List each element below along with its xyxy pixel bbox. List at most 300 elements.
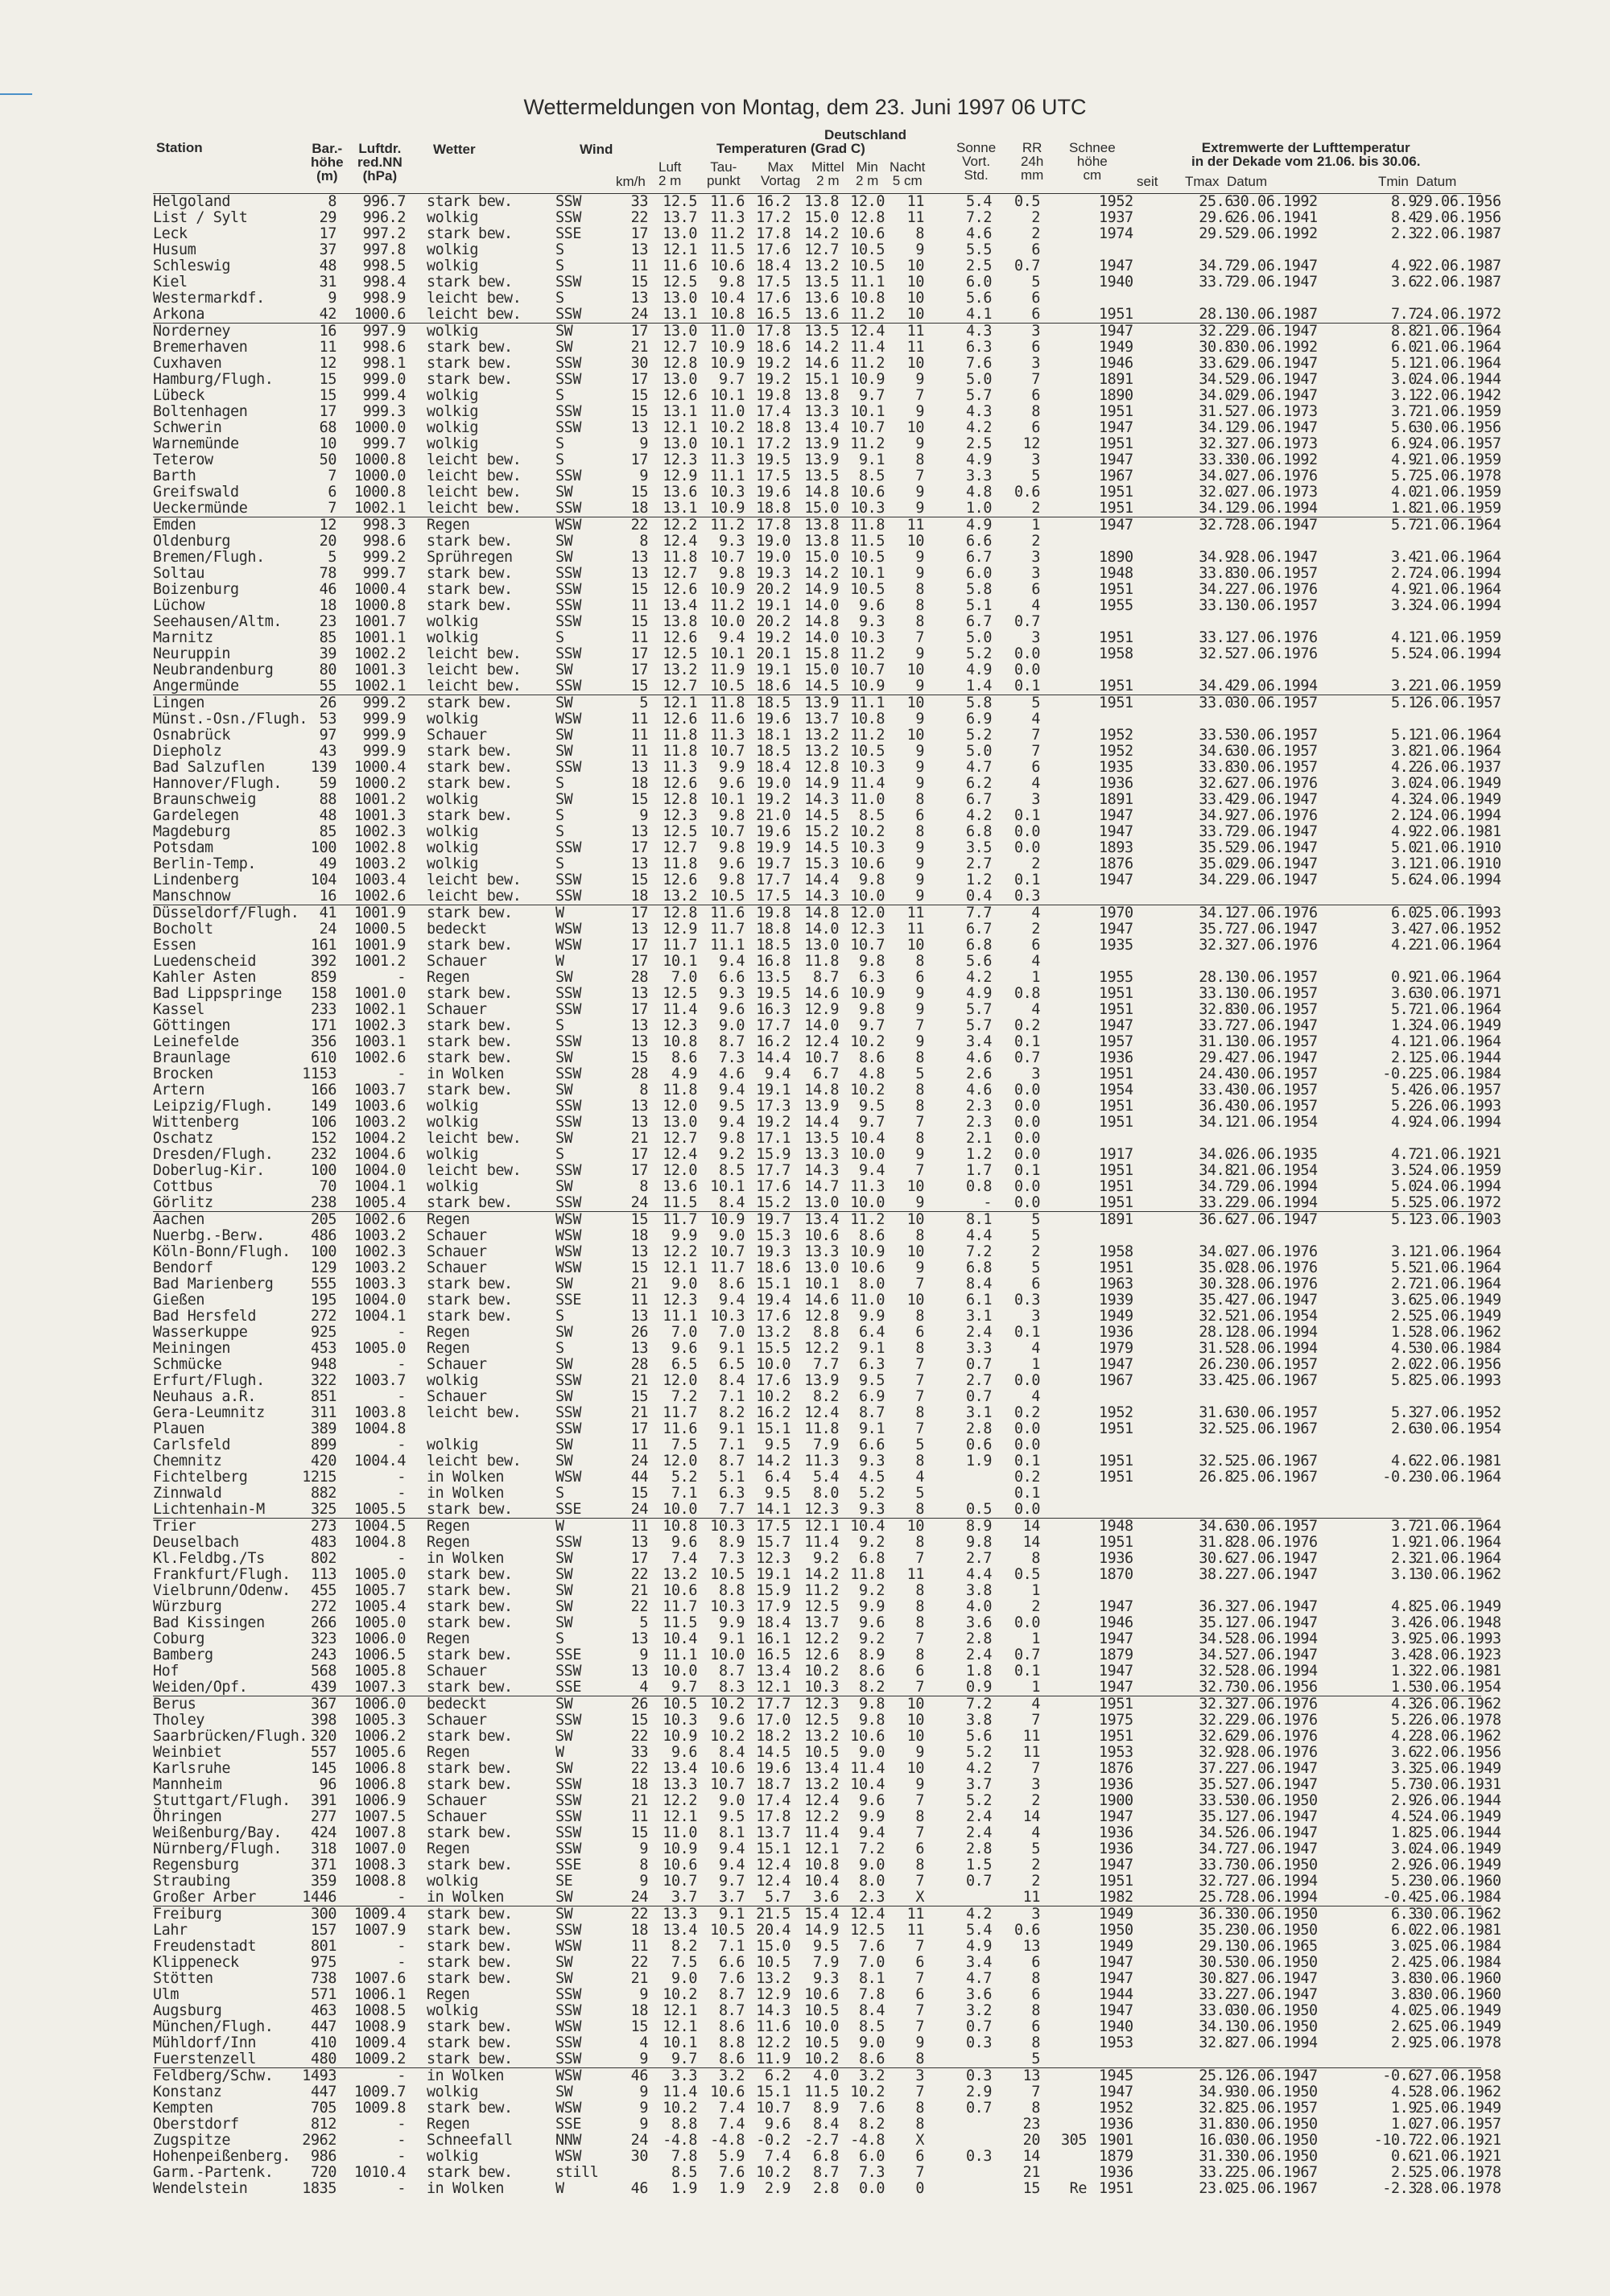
cell-tmax: 31.6 xyxy=(1199,1404,1233,1421)
cell-tmin: 7.7 xyxy=(1390,306,1417,323)
cell-tmin: -0.2 xyxy=(1382,1066,1417,1082)
cell-wind-speed: 24 xyxy=(630,1889,648,1906)
cell-max: 20.2 xyxy=(756,613,791,630)
cell-rr: 0.0 xyxy=(1013,1114,1040,1131)
cell-nacht: 10 xyxy=(906,419,924,436)
cell-nacht: 9 xyxy=(915,1033,924,1050)
page-title: Wettermeldungen von Montag, dem 23. Juni 1997 06 UTC xyxy=(523,95,1087,119)
cell-luft: 11.5 xyxy=(663,1194,697,1211)
cell-luft: 11.8 xyxy=(663,1082,697,1099)
cell-bar-hoehe: 55 xyxy=(319,678,336,695)
cell-tmin: 2.6 xyxy=(1390,2018,1417,2035)
cell-luftdruck: 999.2 xyxy=(362,695,406,711)
cell-tmin-datum: 29.06.1956 xyxy=(1415,193,1501,210)
cell-luft: 12.6 xyxy=(663,775,697,792)
table-row xyxy=(153,1824,1501,1841)
cell-tmax: 34.5 xyxy=(1199,371,1233,388)
cell-luftdruck: 1004.1 xyxy=(353,1178,406,1195)
cell-luftdruck: 1007.0 xyxy=(353,1841,406,1857)
table-row xyxy=(153,1017,1501,1034)
cell-tmin-datum: 24.06.1994 xyxy=(1415,597,1501,614)
cell-tmax: 25.7 xyxy=(1199,1889,1233,1906)
cell-wind-speed: 11 xyxy=(630,743,648,760)
cell-taupunkt: 1.9 xyxy=(718,2180,745,2197)
cell-wetter: leicht bew. xyxy=(427,306,522,323)
cell-max: 17.5 xyxy=(756,468,791,484)
cell-luftdruck: 998.1 xyxy=(362,355,406,372)
cell-tmin: 2.9 xyxy=(1390,2034,1417,2051)
cell-taupunkt: 9.6 xyxy=(718,1712,745,1729)
cell-min: 10.3 xyxy=(850,839,885,856)
cell-seit: 1893 xyxy=(1099,839,1133,856)
cell-wetter: Schauer xyxy=(427,1243,487,1260)
cell-luft: 13.0 xyxy=(663,323,697,340)
cell-rr: 8 xyxy=(1031,2100,1040,2117)
cell-wind-dir: SSW xyxy=(555,1066,582,1082)
cell-wind-speed: 24 xyxy=(630,306,648,323)
cell-min: 10.5 xyxy=(850,549,885,566)
cell-rr: 0.2 xyxy=(1013,1469,1040,1486)
cell-sonne: 4.9 xyxy=(965,985,992,1002)
cell-bar-hoehe: 88 xyxy=(319,791,336,808)
cell-wind-dir: S xyxy=(555,775,564,792)
cell-seit: 1951 xyxy=(1099,306,1133,323)
cell-luftdruck: 998.6 xyxy=(362,533,406,550)
cell-tmax-datum: 30.06.1957 xyxy=(1232,695,1318,711)
cell-seit: 1890 xyxy=(1099,549,1133,566)
cell-luftdruck: 999.7 xyxy=(362,565,406,582)
cell-wind-dir: SW xyxy=(555,1598,573,1615)
cell-taupunkt: 10.1 xyxy=(710,387,745,404)
cell-max: 19.8 xyxy=(756,905,791,921)
cell-wetter: leicht bew. xyxy=(427,468,522,484)
cell-seit: 1951 xyxy=(1099,1066,1133,1082)
cell-nacht: 9 xyxy=(915,2034,924,2051)
cell-seit: 1936 xyxy=(1099,1324,1133,1341)
cell-tmax-datum: 28.06.1976 xyxy=(1232,1744,1318,1761)
cell-max: 19.2 xyxy=(756,355,791,372)
cell-wind-speed: 13 xyxy=(630,241,648,258)
cell-taupunkt: 9.1 xyxy=(718,1340,745,1357)
cell-mittel: 13.2 xyxy=(804,727,839,744)
cell-taupunkt: 10.5 xyxy=(710,1566,745,1583)
cell-tmax: 33.0 xyxy=(1199,2002,1233,2019)
cell-sonne: 1.8 xyxy=(965,1663,992,1680)
cell-rr: 0.0 xyxy=(1013,1372,1040,1389)
cell-taupunkt: 11.3 xyxy=(710,209,745,226)
cell-wetter: leicht bew. xyxy=(427,451,522,468)
cell-seit: 1936 xyxy=(1099,2116,1133,2133)
cell-rr: 0.3 xyxy=(1013,1292,1040,1309)
table-row xyxy=(153,1583,1481,1599)
cell-wind-dir: WSW xyxy=(555,937,582,954)
cell-seit: 1953 xyxy=(1099,2034,1133,2051)
cell-wind-speed: 21 xyxy=(630,1970,648,1987)
cell-bar-hoehe: 463 xyxy=(310,2002,336,2019)
cell-nacht: 9 xyxy=(915,1146,924,1163)
cell-seit: 1970 xyxy=(1099,905,1133,921)
cell-sonne: 5.2 xyxy=(965,1792,992,1809)
cell-sonne: 2.7 xyxy=(965,855,992,872)
cell-rr: 4 xyxy=(1031,1824,1040,1841)
cell-rr: 2 xyxy=(1031,209,1040,226)
cell-tmin-datum: 26.06.1948 xyxy=(1415,1614,1501,1631)
cell-luft: 5.2 xyxy=(671,1469,697,1486)
cell-luft: 13.2 xyxy=(663,1566,697,1583)
cell-luft: 12.5 xyxy=(663,823,697,840)
cell-taupunkt: 11.8 xyxy=(710,695,745,711)
cell-luft: 13.0 xyxy=(663,290,697,307)
cell-tmax: 32.9 xyxy=(1199,1744,1233,1761)
cell-tmax-datum: 26.06.1935 xyxy=(1232,1146,1318,1163)
cell-tmin: 3.6 xyxy=(1390,1292,1417,1309)
cell-wetter: wolkig xyxy=(427,823,479,840)
cell-tmax: 33.1 xyxy=(1199,985,1233,1002)
cell-luftdruck: 1004.8 xyxy=(353,1534,406,1551)
cell-sonne: 2.3 xyxy=(965,1098,992,1115)
cell-tmax-datum: 30.06.1987 xyxy=(1232,306,1318,323)
cell-min: 10.0 xyxy=(850,1194,885,1211)
cell-wetter: wolkig xyxy=(427,1437,479,1453)
cell-tmax: 28.1 xyxy=(1199,306,1233,323)
cell-tmin: 1.3 xyxy=(1390,1017,1417,1034)
cell-tmin: -2.3 xyxy=(1382,2180,1417,2197)
table-row xyxy=(153,1970,1501,1987)
cell-taupunkt: 8.4 xyxy=(718,1372,745,1389)
cell-tmax-datum: 30.06.1950 xyxy=(1232,1906,1318,1923)
cell-taupunkt: 10.9 xyxy=(710,355,745,372)
cell-tmin: 1.5 xyxy=(1390,1679,1417,1696)
cell-min: 9.7 xyxy=(858,387,885,404)
cell-max: 18.5 xyxy=(756,743,791,760)
cell-bar-hoehe: 557 xyxy=(310,1744,336,1761)
cell-station: Öhringen xyxy=(153,1808,222,1825)
cell-min: 10.3 xyxy=(850,759,885,776)
cell-mittel: 13.4 xyxy=(804,1760,839,1777)
cell-luftdruck: 1004.8 xyxy=(353,1420,406,1437)
cell-mittel: 15.0 xyxy=(804,500,839,517)
cell-tmax: 34.9 xyxy=(1199,2084,1233,2100)
cell-luft: 11.6 xyxy=(663,1420,697,1437)
cell-taupunkt: 8.9 xyxy=(718,1534,745,1551)
cell-nacht: 7 xyxy=(915,1017,924,1034)
cell-tmin: 0.9 xyxy=(1390,969,1417,986)
cell-min: 9.4 xyxy=(858,1824,885,1841)
table-row xyxy=(153,1502,1481,1518)
cell-bar-hoehe: 555 xyxy=(310,1276,336,1292)
table-row xyxy=(153,597,1501,614)
cell-sonne: 0.7 xyxy=(965,2018,992,2035)
cell-tmin-datum: 24.06.1957 xyxy=(1415,435,1501,452)
cell-rr: 6 xyxy=(1031,1954,1040,1971)
cell-station: Bendorf xyxy=(153,1259,213,1276)
cell-luftdruck: 1000.8 xyxy=(353,451,406,468)
cell-min: 9.4 xyxy=(858,1162,885,1179)
cell-wind-dir: SSW xyxy=(555,2051,582,2067)
cell-rr: 2 xyxy=(1031,225,1040,242)
cell-tmax-datum: 30.06.1957 xyxy=(1232,1066,1318,1082)
cell-seit: 1958 xyxy=(1099,1243,1133,1260)
cell-luftdruck: 1000.8 xyxy=(353,597,406,614)
cell-taupunkt: 11.2 xyxy=(710,517,745,534)
cell-seit: 1935 xyxy=(1099,937,1133,954)
header-tmax-datum: Tmax Datum xyxy=(1185,174,1268,189)
cell-wind-speed: 22 xyxy=(630,1906,648,1923)
cell-wind-dir: WSW xyxy=(555,921,582,938)
cell-luftdruck: - xyxy=(397,2132,406,2149)
cell-tmax: 32.3 xyxy=(1199,1696,1233,1713)
cell-max: 12.3 xyxy=(756,1550,791,1567)
cell-rr: 0.2 xyxy=(1013,1017,1040,1034)
cell-station: Kl.Feldbg./Ts xyxy=(153,1550,265,1567)
cell-nacht: 9 xyxy=(915,743,924,760)
cell-tmax: 35.0 xyxy=(1199,855,1233,872)
cell-wetter: leicht bew. xyxy=(427,872,522,888)
cell-taupunkt: 6.6 xyxy=(718,1954,745,1971)
cell-wind-speed: 4 xyxy=(639,2034,648,2051)
cell-seit: 1951 xyxy=(1099,500,1133,517)
cell-tmax: 26.8 xyxy=(1199,1469,1233,1486)
cell-wind-speed: 15 xyxy=(630,1259,648,1276)
cell-min: 7.6 xyxy=(858,2100,885,2117)
cell-mittel: 15.4 xyxy=(804,1906,839,1923)
cell-wind-dir: still xyxy=(555,2164,599,2181)
cell-taupunkt: 10.7 xyxy=(710,823,745,840)
cell-mittel: 13.0 xyxy=(804,1194,839,1211)
cell-min: 10.9 xyxy=(850,985,885,1002)
cell-min: 10.1 xyxy=(850,565,885,582)
cell-rr: 5 xyxy=(1031,1227,1040,1244)
cell-min: 7.6 xyxy=(858,1938,885,1955)
cell-mittel: 4.0 xyxy=(812,2067,839,2084)
table-row xyxy=(153,921,1501,938)
cell-sonne: 2.9 xyxy=(965,2084,992,2100)
table-row xyxy=(153,905,1501,921)
table-row xyxy=(153,1131,1481,1147)
cell-min: 10.8 xyxy=(850,711,885,728)
cell-wind-dir: S xyxy=(555,290,564,307)
cell-min: 8.5 xyxy=(858,807,885,824)
station-group xyxy=(153,517,1501,695)
cell-rr: 2 xyxy=(1031,1792,1040,1809)
cell-seit: 1954 xyxy=(1099,1082,1133,1099)
cell-tmax: 31.1 xyxy=(1199,1033,1233,1050)
cell-wind-dir: SSW xyxy=(555,1162,582,1179)
cell-nacht: 10 xyxy=(906,1760,924,1777)
cell-mittel: 14.8 xyxy=(804,613,839,630)
cell-wetter: in Wolken xyxy=(427,1889,505,1906)
cell-taupunkt: 3.2 xyxy=(718,2067,745,2084)
cell-luft: 7.1 xyxy=(671,1485,697,1502)
cell-luftdruck: 1004.0 xyxy=(353,1292,406,1309)
cell-luft: 12.5 xyxy=(663,274,697,291)
cell-station: Braunschweig xyxy=(153,791,257,808)
cell-tmin: 6.9 xyxy=(1390,435,1417,452)
cell-wind-speed: 24 xyxy=(630,2132,648,2149)
cell-luft: 10.2 xyxy=(663,1986,697,2003)
cell-tmax: 36.3 xyxy=(1199,1906,1233,1923)
cell-max: 12.2 xyxy=(756,2034,791,2051)
cell-mittel: 14.8 xyxy=(804,484,839,501)
cell-tmin-datum: 24.06.1959 xyxy=(1415,1162,1501,1179)
cell-tmin: 5.7 xyxy=(1390,1001,1417,1018)
cell-max: 17.8 xyxy=(756,1808,791,1825)
cell-seit: 1948 xyxy=(1099,565,1133,582)
cell-tmin-datum: 28.06.1962 xyxy=(1415,1324,1501,1341)
cell-nacht: 9 xyxy=(915,403,924,420)
cell-wind-dir: SSW xyxy=(555,839,582,856)
cell-bar-hoehe: 812 xyxy=(310,2116,336,2133)
cell-mittel: 13.6 xyxy=(804,306,839,323)
cell-taupunkt: 7.1 xyxy=(718,1938,745,1955)
cell-max: 16.5 xyxy=(756,306,791,323)
cell-taupunkt: 9.8 xyxy=(718,839,745,856)
cell-nacht: 7 xyxy=(915,1276,924,1292)
cell-seit: 1951 xyxy=(1099,1453,1133,1470)
cell-max: 17.7 xyxy=(756,1017,791,1034)
cell-luftdruck: 1007.9 xyxy=(353,1922,406,1939)
cell-wind-dir: S xyxy=(555,1340,564,1357)
cell-tmin: 4.2 xyxy=(1390,937,1417,954)
cell-tmin-datum: 22.06.1987 xyxy=(1415,225,1501,242)
table-row xyxy=(153,1033,1501,1050)
cell-luft: 12.6 xyxy=(663,387,697,404)
cell-luft: 13.4 xyxy=(663,1760,697,1777)
cell-tmin-datum: 25.06.1949 xyxy=(1415,1760,1501,1777)
cell-tmin-datum: 30.06.1962 xyxy=(1415,1906,1501,1923)
cell-taupunkt: 8.4 xyxy=(718,1194,745,1211)
cell-wind-dir: SSW xyxy=(555,581,582,598)
cell-wind-speed: 44 xyxy=(630,1469,648,1486)
cell-wetter: stark bew. xyxy=(427,1954,513,1971)
cell-sonne: 1.5 xyxy=(965,1857,992,1873)
cell-max: 17.6 xyxy=(756,1372,791,1389)
cell-tmax-datum: 27.06.1947 xyxy=(1232,1776,1318,1793)
cell-luft: 10.2 xyxy=(663,2100,697,2117)
cell-station: Klippeneck xyxy=(153,1954,239,1971)
cell-mittel: 13.3 xyxy=(804,403,839,420)
table-row xyxy=(153,743,1501,760)
cell-mittel: 6.7 xyxy=(812,1066,839,1082)
cell-luftdruck: - xyxy=(397,2067,406,2084)
cell-bar-hoehe: 325 xyxy=(310,1501,336,1518)
cell-rr: 4 xyxy=(1031,953,1040,970)
cell-nacht: 8 xyxy=(915,2100,924,2117)
cell-sonne: 6.7 xyxy=(965,921,992,938)
cell-tmin: 5.1 xyxy=(1390,1211,1417,1228)
cell-luft: 12.0 xyxy=(663,1453,697,1470)
cell-wind-speed: 17 xyxy=(630,905,648,921)
cell-min: 10.6 xyxy=(850,1259,885,1276)
cell-tmax: 33.6 xyxy=(1199,355,1233,372)
cell-mittel: 13.7 xyxy=(804,1614,839,1631)
cell-seit: 1951 xyxy=(1099,1873,1133,1890)
cell-min: 7.8 xyxy=(858,1986,885,2003)
cell-tmin: 5.0 xyxy=(1390,839,1417,856)
cell-wetter: stark bew. xyxy=(427,1970,513,1987)
cell-tmax-datum: 27.06.1973 xyxy=(1232,484,1318,501)
table-row xyxy=(153,306,1501,323)
cell-station: Weinbiet xyxy=(153,1744,222,1761)
cell-tmin: 3.0 xyxy=(1390,1938,1417,1955)
cell-tmin: 3.0 xyxy=(1390,775,1417,792)
cell-station: Bad Lippspringe xyxy=(153,985,283,1002)
cell-sonne: 6.8 xyxy=(965,823,992,840)
cell-tmax-datum: 29.06.1947 xyxy=(1232,258,1318,274)
cell-station: Arkona xyxy=(153,306,205,323)
cell-min: 11.2 xyxy=(850,355,885,372)
cell-mittel: 11.5 xyxy=(804,2084,839,2100)
cell-rr: 8 xyxy=(1031,403,1040,420)
cell-sonne: 3.5 xyxy=(965,839,992,856)
cell-station: Aachen xyxy=(153,1211,205,1228)
cell-wetter: wolkig xyxy=(427,791,479,808)
cell-wind-speed: 15 xyxy=(630,1388,648,1405)
cell-taupunkt: 9.9 xyxy=(718,759,745,776)
cell-luftdruck: 996.2 xyxy=(362,209,406,226)
cell-luftdruck: 997.8 xyxy=(362,241,406,258)
cell-mittel: 13.0 xyxy=(804,937,839,954)
cell-station: Husum xyxy=(153,241,196,258)
cell-max: 18.6 xyxy=(756,1259,791,1276)
cell-bar-hoehe: 6 xyxy=(328,484,336,501)
cell-min: 9.1 xyxy=(858,451,885,468)
cell-seit: 1947 xyxy=(1099,1808,1133,1825)
cell-sonne: 5.7 xyxy=(965,1001,992,1018)
cell-tmin: 3.3 xyxy=(1390,597,1417,614)
table-row xyxy=(153,355,1501,372)
cell-wetter: leicht bew. xyxy=(427,678,522,695)
cell-tmin-datum: 21.06.1921 xyxy=(1415,2148,1501,2165)
cell-bar-hoehe: 948 xyxy=(310,1356,336,1373)
cell-rr: 14 xyxy=(1022,1808,1040,1825)
cell-station: Gießen xyxy=(153,1292,205,1309)
cell-seit: 1947 xyxy=(1099,823,1133,840)
cell-nacht: 8 xyxy=(915,1598,924,1615)
cell-luft: 11.7 xyxy=(663,1404,697,1421)
cell-wind-speed: 18 xyxy=(630,500,648,517)
cell-seit: 1936 xyxy=(1099,1841,1133,1857)
cell-max: 17.4 xyxy=(756,403,791,420)
cell-tmax-datum: 29.06.1947 xyxy=(1232,387,1318,404)
cell-luftdruck: 1006.8 xyxy=(353,1760,406,1777)
cell-wind-dir: SW xyxy=(555,1453,573,1470)
cell-sonne: 0.3 xyxy=(965,2148,992,2165)
cell-luftdruck: 1002.8 xyxy=(353,839,406,856)
table-row xyxy=(153,1308,1501,1325)
cell-nacht: 7 xyxy=(915,1970,924,1987)
cell-luftdruck: - xyxy=(397,1469,406,1486)
cell-taupunkt: 9.5 xyxy=(718,1808,745,1825)
cell-taupunkt: 9.4 xyxy=(718,1292,745,1309)
cell-wetter: leicht bew. xyxy=(427,645,522,662)
cell-wind-speed: 21 xyxy=(630,1130,648,1147)
cell-max: 19.2 xyxy=(756,1114,791,1131)
cell-wind-dir: S xyxy=(555,1485,564,1502)
cell-sonne: 2.5 xyxy=(965,435,992,452)
cell-luftdruck: 1007.8 xyxy=(353,1824,406,1841)
cell-wind-speed: 13 xyxy=(630,290,648,307)
cell-wind-dir: S xyxy=(555,241,564,258)
cell-sonne: 2.8 xyxy=(965,1841,992,1857)
cell-tmax-datum: 30.06.1957 xyxy=(1232,759,1318,776)
cell-wind-speed: 15 xyxy=(630,2018,648,2035)
cell-max: 12.4 xyxy=(756,1857,791,1873)
cell-tmax: 36.3 xyxy=(1199,1598,1233,1615)
cell-wetter: Regen xyxy=(427,1534,470,1551)
cell-wetter: wolkig xyxy=(427,323,479,340)
cell-taupunkt: 10.0 xyxy=(710,1647,745,1663)
